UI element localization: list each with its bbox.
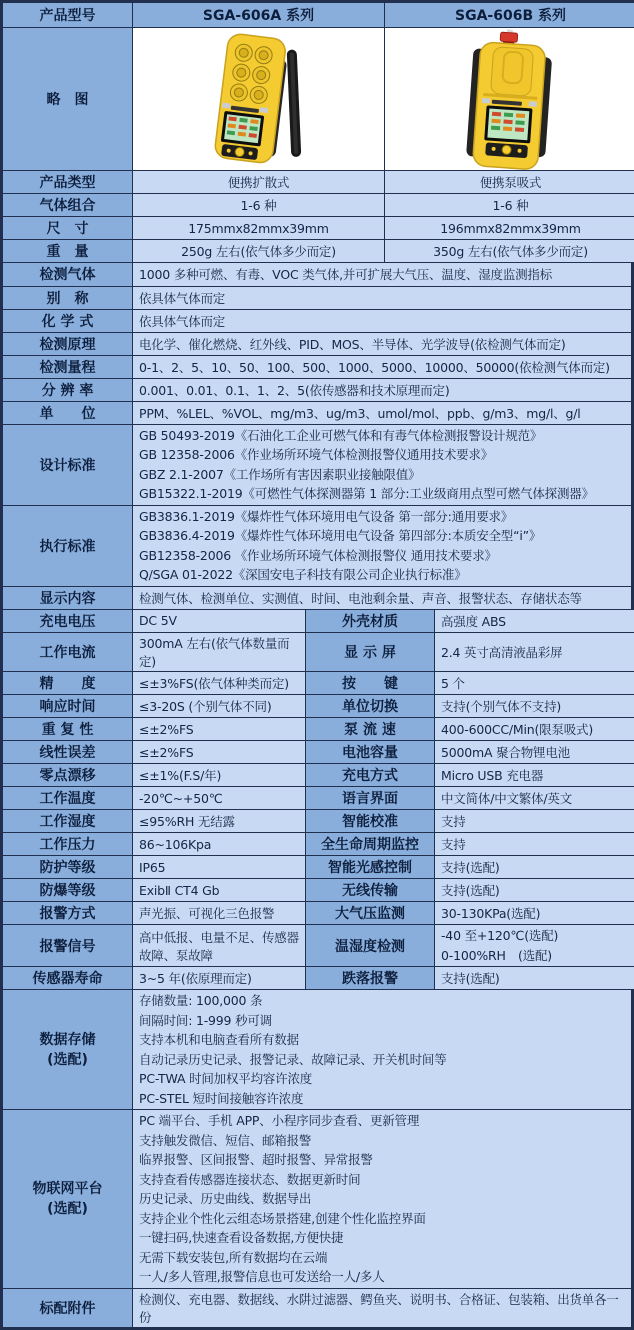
row-value-left: ≤±2%FS [133, 718, 306, 741]
spec-row-1 [3, 286, 632, 309]
value-line: PC-TWA 时间加权平均容许浓度 [139, 1069, 625, 1089]
row-label: 标配附件 [3, 1288, 133, 1327]
row-value [133, 505, 632, 586]
row-label-right: 按 键 [306, 672, 435, 695]
row-value-left: ≤±2%FS [133, 741, 306, 764]
row-value-right: 5 个 [435, 672, 634, 695]
spec-row-3 [3, 332, 632, 355]
top-row-1 [3, 194, 634, 217]
value-model-b: 1-6 种 [385, 194, 634, 217]
top-row-0 [3, 171, 634, 194]
row-label-right: 显 示 屏 [306, 633, 435, 672]
spec-row-8 [3, 505, 632, 586]
value-model-b: 便携泵吸式 [385, 171, 634, 194]
section-general-specs [2, 263, 632, 610]
row-label-right: 电池容量 [306, 741, 435, 764]
row-value-left: ≤±3%FS(依气体种类而定) [133, 672, 306, 695]
value-line: 历史记录、历史曲线、数据导出 [139, 1189, 625, 1209]
value-line: PC 端平台、手机 APP、小程序同步查看、更新管理 [139, 1111, 625, 1131]
paired-spec-row-2 [3, 672, 634, 695]
sketch-row [3, 28, 634, 171]
value-line: GB15322.1-2019《可燃性气体探测器第 1 部分:工业级商用点型可燃气体探测器》 [139, 484, 625, 504]
row-value-right: 中文简体/中文繁体/英文 [435, 787, 634, 810]
row-label: 尺 寸 [3, 217, 133, 240]
header-model-sga606b: SGA-606B 系列 [385, 3, 634, 28]
row-value-right: Micro USB 充电器 [435, 764, 634, 787]
row-value-right: 5000mA 聚合物锂电池 [435, 741, 634, 764]
row-value [133, 1110, 632, 1289]
row-value-right: 支持(个别气体不支持) [435, 695, 634, 718]
row-label [3, 990, 133, 1110]
spec-row-5 [3, 378, 632, 401]
row-label: 显示内容 [3, 586, 133, 609]
optional-row-2 [3, 1288, 632, 1327]
row-label-right: 跌落报警 [306, 967, 435, 990]
paired-spec-row-14 [3, 967, 634, 990]
value-model-b: 350g 左右(依气体多少而定) [385, 240, 634, 263]
value-model-a: 1-6 种 [133, 194, 385, 217]
value-line: Q/SGA 01-2022《深国安电子科技有限公司企业执行标准》 [139, 565, 625, 585]
row-value-left: IP65 [133, 856, 306, 879]
row-label: 检测原理 [3, 332, 133, 355]
value-line: 支持触发微信、短信、邮箱报警 [139, 1131, 625, 1151]
header-row [3, 3, 634, 28]
row-value-left: ≤±1%(F.S/年) [133, 764, 306, 787]
row-label-right: 单位切换 [306, 695, 435, 718]
row-label-right: 智能光感控制 [306, 856, 435, 879]
value-line: GB 50493-2019《石油化工企业可燃气体和有毒气体检测报警设计规范》 [139, 426, 625, 446]
value-line: 0-100%RH (选配) [441, 946, 630, 966]
row-label-left: 充电电压 [3, 610, 133, 633]
paired-spec-row-9 [3, 833, 634, 856]
row-label: 产品类型 [3, 171, 133, 194]
row-label-right: 充电方式 [306, 764, 435, 787]
value-line: -40 至+120℃(选配) [441, 926, 630, 946]
value-line: 一人/多人管理,报警信息也可发送给一人/多人 [139, 1267, 625, 1287]
value-line: GB12358-2006 《作业场所环境气体检测报警仪 通用技术要求》 [139, 546, 625, 566]
spec-row-9 [3, 586, 632, 609]
paired-spec-row-11 [3, 879, 634, 902]
row-label-left: 响应时间 [3, 695, 133, 718]
row-value-right: 支持(选配) [435, 879, 634, 902]
paired-spec-row-8 [3, 810, 634, 833]
row-label-left: 重 复 性 [3, 718, 133, 741]
row-value: 依具体气体而定 [133, 309, 632, 332]
row-value: PPM、%LEL、%VOL、mg/m3、ug/m3、umol/mol、ppb、g/m3、mg/l、g/l [133, 401, 632, 424]
row-value-left: 声光振、可视化三色报警 [133, 902, 306, 925]
top-row-3 [3, 240, 634, 263]
row-label-left: 线性误差 [3, 741, 133, 764]
row-label-left: 传感器寿命 [3, 967, 133, 990]
row-label: 化 学 式 [3, 309, 133, 332]
value-line: GB3836.4-2019《爆炸性气体环境用电气设备 第四部分:本质安全型“i”》 [139, 526, 625, 546]
row-label: 气体组合 [3, 194, 133, 217]
row-label-left: 工作温度 [3, 787, 133, 810]
value-line: GB 12358-2006《作业场所环境气体检测报警仪通用技术要求》 [139, 445, 625, 465]
row-label-right: 外壳材质 [306, 610, 435, 633]
value-line: 自动记录历史记录、报警记录、故障记录、开关机时间等 [139, 1050, 625, 1070]
value-line: 存储数量: 100,000 条 [139, 991, 625, 1011]
row-value [133, 424, 632, 505]
optional-row-0 [3, 990, 632, 1110]
row-value-left: ≤3-20S (个别气体不同) [133, 695, 306, 718]
row-value [133, 990, 632, 1110]
spec-row-0 [3, 263, 632, 286]
label-line: (选配) [5, 1050, 130, 1070]
spec-row-6 [3, 401, 632, 424]
row-value-right: 支持 [435, 810, 634, 833]
row-label-left: 防爆等级 [3, 879, 133, 902]
label-line: 数据存储 [5, 1030, 130, 1050]
row-label [3, 1110, 133, 1289]
label-line: (选配) [5, 1199, 130, 1219]
row-label: 设计标准 [3, 424, 133, 505]
spec-row-2 [3, 309, 632, 332]
section-paired-specs [2, 610, 634, 991]
row-value-right: 支持(选配) [435, 967, 634, 990]
row-label-right: 语言界面 [306, 787, 435, 810]
device-b-image-cell [385, 28, 634, 171]
section-optional-features [2, 990, 632, 1328]
row-value-right: 高强度 ABS [435, 610, 634, 633]
row-label-right: 温湿度检测 [306, 925, 435, 967]
row-value-left: -20℃~+50℃ [133, 787, 306, 810]
row-label: 执行标准 [3, 505, 133, 586]
row-label-left: 工作压力 [3, 833, 133, 856]
value-line: 间隔时间: 1-999 秒可调 [139, 1011, 625, 1031]
row-value-left: ExibⅡ CT4 Gb [133, 879, 306, 902]
value-line: GBZ 2.1-2007《工作场所有害因素职业接触限值》 [139, 465, 625, 485]
spec-row-7 [3, 424, 632, 505]
row-value-right: 30-130KPa(选配) [435, 902, 634, 925]
row-value: 1000 多种可燃、有毒、VOC 类气体,并可扩展大气压、温度、湿度监测指标 [133, 263, 632, 286]
value-line: 支持本机和电脑查看所有数据 [139, 1030, 625, 1050]
optional-row-1 [3, 1110, 632, 1289]
header-model-sga606a: SGA-606A 系列 [133, 3, 385, 28]
row-label-right: 大气压监测 [306, 902, 435, 925]
value-line: GB3836.1-2019《爆炸性气体环境用电气设备 第一部分:通用要求》 [139, 507, 625, 527]
row-label-right: 全生命周期监控 [306, 833, 435, 856]
value-line: 一键扫码,快速查看设备数据,方便快捷 [139, 1228, 625, 1248]
row-value-right: 支持(选配) [435, 856, 634, 879]
value-model-a: 175mmx82mmx39mm [133, 217, 385, 240]
row-label-left: 报警信号 [3, 925, 133, 967]
row-label-left: 精 度 [3, 672, 133, 695]
device-a-image-cell [133, 28, 385, 171]
section-top [2, 2, 634, 263]
row-label-left: 报警方式 [3, 902, 133, 925]
value-line: 临界报警、区间报警、超时报警、异常报警 [139, 1150, 625, 1170]
row-value-left: 高中低报、电量不足、传感器故障、泵故障 [133, 925, 306, 967]
header-product-model-label: 产品型号 [3, 3, 133, 28]
row-label: 分 辨 率 [3, 378, 133, 401]
row-label-right: 泵 流 速 [306, 718, 435, 741]
value-line: PC-STEL 短时间接触容许浓度 [139, 1089, 625, 1109]
row-label: 检测量程 [3, 355, 133, 378]
value-line: 支持查看传感器连接状态、数据更新时间 [139, 1170, 625, 1190]
row-value-left: DC 5V [133, 610, 306, 633]
row-label: 重 量 [3, 240, 133, 263]
row-value-left: ≤95%RH 无结露 [133, 810, 306, 833]
row-value-right: 400-600CC/Min(限泵吸式) [435, 718, 634, 741]
value-line: 支持企业个性化云组态场景搭建,创建个性化监控界面 [139, 1209, 625, 1229]
value-model-a: 250g 左右(依气体多少而定) [133, 240, 385, 263]
row-label: 检测气体 [3, 263, 133, 286]
device-a-diffusion-image [134, 29, 384, 170]
row-label: 单 位 [3, 401, 133, 424]
row-value-left: 300mA 左右(依气体数量而定) [133, 633, 306, 672]
row-value: 0.001、0.01、0.1、1、2、5(依传感器和技术原理而定) [133, 378, 632, 401]
row-value: 依具体气体而定 [133, 286, 632, 309]
paired-spec-row-7 [3, 787, 634, 810]
value-model-a: 便携扩散式 [133, 171, 385, 194]
value-line: 无需下载安装包,所有数据均在云端 [139, 1248, 625, 1268]
row-label: 别 称 [3, 286, 133, 309]
sketch-label: 略 图 [3, 28, 133, 171]
row-label-left: 零点漂移 [3, 764, 133, 787]
row-label-left: 工作湿度 [3, 810, 133, 833]
row-value-right [435, 925, 634, 967]
row-label-left: 防护等级 [3, 856, 133, 879]
row-value: 0-1、2、5、10、50、100、500、1000、5000、10000、50000(依检测气体而定) [133, 355, 632, 378]
paired-spec-row-4 [3, 718, 634, 741]
row-value-left: 3~5 年(依原理而定) [133, 967, 306, 990]
row-value: 电化学、催化燃烧、红外线、PID、MOS、半导体、光学波导(依检测气体而定) [133, 332, 632, 355]
paired-spec-row-10 [3, 856, 634, 879]
row-label-right: 智能校准 [306, 810, 435, 833]
row-value-left: 86~106Kpa [133, 833, 306, 856]
row-label-right: 无线传输 [306, 879, 435, 902]
paired-spec-row-13 [3, 925, 634, 967]
paired-spec-row-3 [3, 695, 634, 718]
paired-spec-row-5 [3, 741, 634, 764]
paired-spec-row-1 [3, 633, 634, 672]
paired-spec-row-6 [3, 764, 634, 787]
row-value: 检测气体、检测单位、实测值、时间、电池剩余量、声音、报警状态、存储状态等 [133, 586, 632, 609]
device-b-pump-image [386, 29, 634, 170]
paired-spec-row-0 [3, 610, 634, 633]
row-value-right: 支持 [435, 833, 634, 856]
label-line: 物联网平台 [5, 1179, 130, 1199]
value-model-b: 196mmx82mmx39mm [385, 217, 634, 240]
spec-row-4 [3, 355, 632, 378]
top-row-2 [3, 217, 634, 240]
row-label-left: 工作电流 [3, 633, 133, 672]
paired-spec-row-12 [3, 902, 634, 925]
row-value: 检测仪、充电器、数据线、水阱过滤器、鳄鱼夹、说明书、合格证、包装箱、出货单各一份 [133, 1288, 632, 1327]
row-value-right: 2.4 英寸高清液晶彩屏 [435, 633, 634, 672]
